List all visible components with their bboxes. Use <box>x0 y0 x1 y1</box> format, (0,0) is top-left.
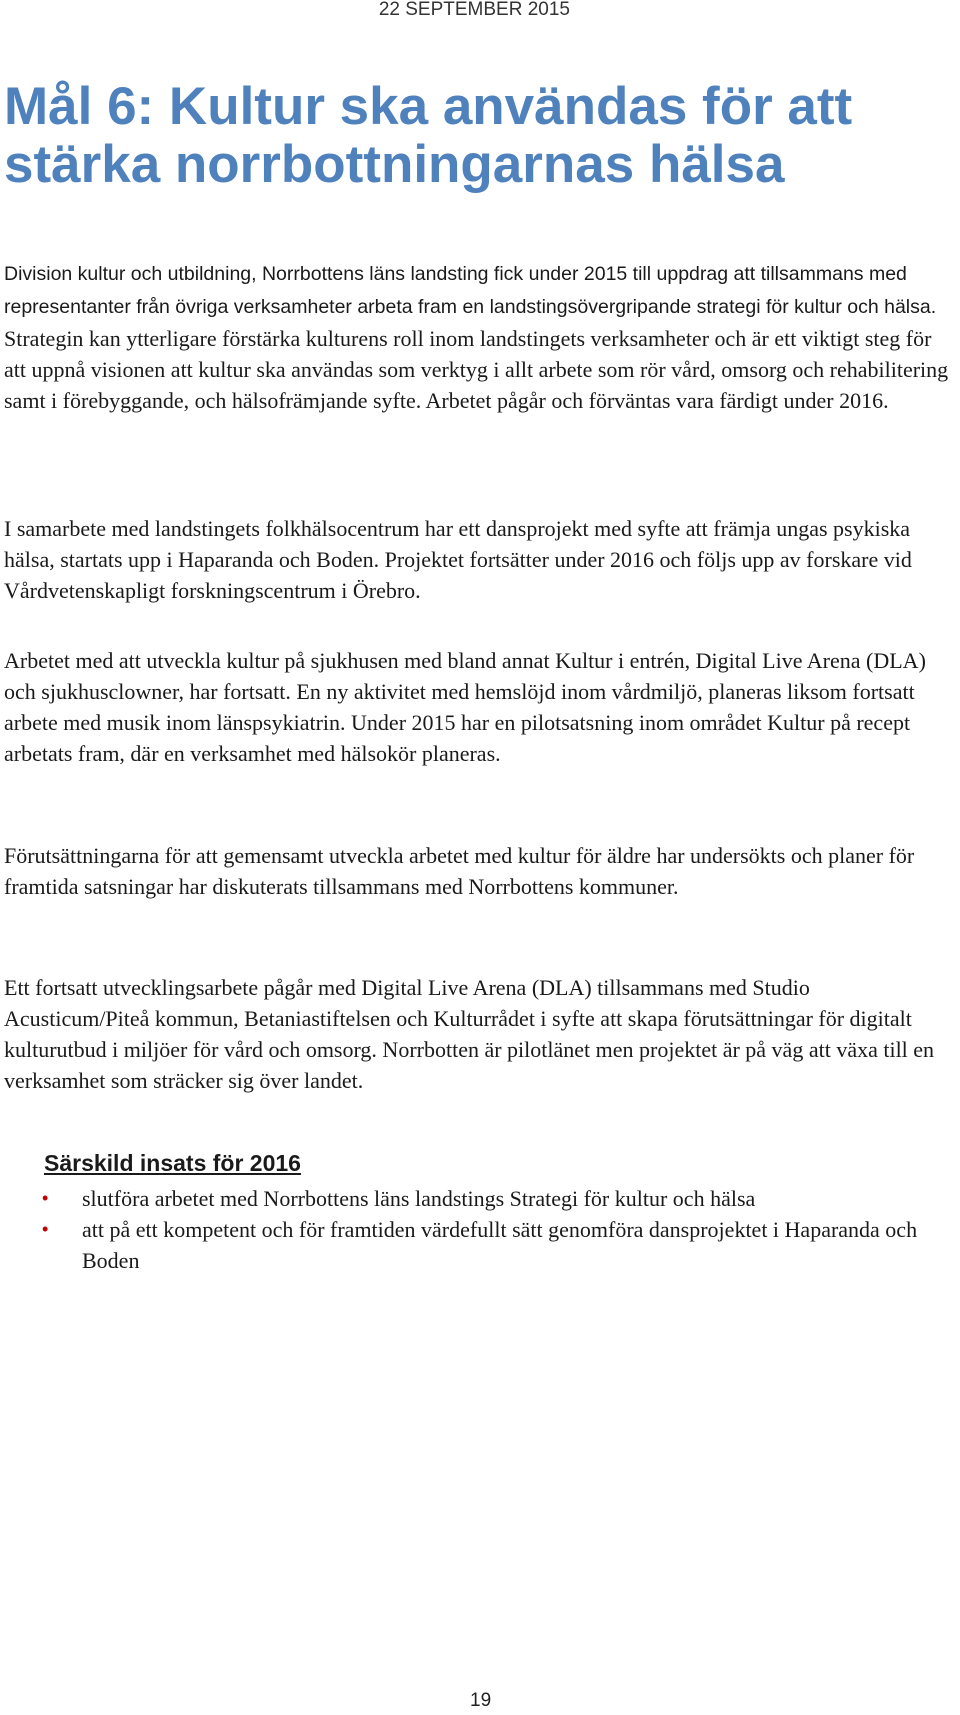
bullet-icon: • <box>42 1188 49 1208</box>
page-number: 19 <box>470 1690 492 1711</box>
page-title: Mål 6: Kultur ska användas för att stärka norrbottningarnas hälsa <box>4 77 853 194</box>
paragraph-elderly-culture-text: Förutsättningarna för att gemensamt utveckla arbetet med kultur för äldre har undersökts och planer för framtida satsningar har diskuterats tillsammans med Norrbottens kommuner. <box>4 843 915 899</box>
paragraph-strategy-lead: Division kultur och utbildning, Norrbottens läns landsting fick under 2015 till uppdrag att tillsammans med representanter från övriga verksamheter arbeta fram en landstingsövergripande strategi för kultur och hälsa. <box>4 263 937 318</box>
paragraph-dla <box>4 972 954 1096</box>
list-item-text: att på ett kompetent och för framtiden värdefullt sätt genomföra dansprojektet i Haparanda och Boden <box>82 1217 918 1273</box>
paragraph-dla-text: Ett fortsatt utvecklingsarbete pågår med Digital Live Arena (DLA) tillsammans med Studio Acusticum/Piteå kommun, Betaniastiftelsen och Kulturrådet i syfte att skapa förutsättningar för digitalt kulturutbud i miljöer för vård och omsorg. Norrbotten är pilotlänet men projektet är på väg att växa till en verksamhet som sträcker sig över landet. <box>4 975 935 1093</box>
paragraph-elderly-culture <box>4 840 954 902</box>
list-item-text: slutföra arbetet med Norrbottens läns landstings Strategi för kultur och hälsa <box>82 1186 756 1211</box>
paragraph-hospital-culture <box>4 645 954 769</box>
bullet-icon: • <box>42 1219 49 1239</box>
special-effort-heading: Särskild insats för 2016 <box>44 1150 301 1176</box>
list-item <box>40 1183 920 1214</box>
header-date: 22 SEPTEMBER 2015 <box>378 0 570 20</box>
paragraph-hospital-culture-text: Arbetet med att utveckla kultur på sjukhusen med bland annat Kultur i entrén, Digital Live Arena (DLA) och sjukhusclowner, har fortsatt. En ny aktivitet med hemslöjd inom vårdmiljö, planeras liksom fortsatt arbete med musik inom länspsykiatrin. Under 2015 har en pilotsatsning inom området Kultur på recept arbetats fram, där en verksamhet med hälsokör planeras. <box>4 648 926 766</box>
special-effort-list <box>40 1183 920 1276</box>
paragraph-dance-project-text: I samarbete med landstingets folkhälsocentrum har ett dansprojekt med syfte att främja ungas psykiska hälsa, startats upp i Haparanda och Boden. Projektet fortsätter under 2016 och följs upp av forskare vid Vårdvetenskapligt forskningscentrum i Örebro. <box>4 516 912 603</box>
paragraph-strategy-rest: Strategin kan ytterligare förstärka kulturens roll inom landstingets verksamheter och är ett viktigt steg för att uppnå visionen att kultur ska användas som verktyg i allt arbete som rör vård, omsorg och rehabilitering samt i förebyggande, och hälsofrämjande syfte. Arbetet pågår och förväntas vara färdigt under 2016. <box>4 326 949 413</box>
paragraph-dance-project <box>4 513 954 606</box>
paragraph-strategy <box>4 257 954 416</box>
list-item <box>40 1214 920 1276</box>
